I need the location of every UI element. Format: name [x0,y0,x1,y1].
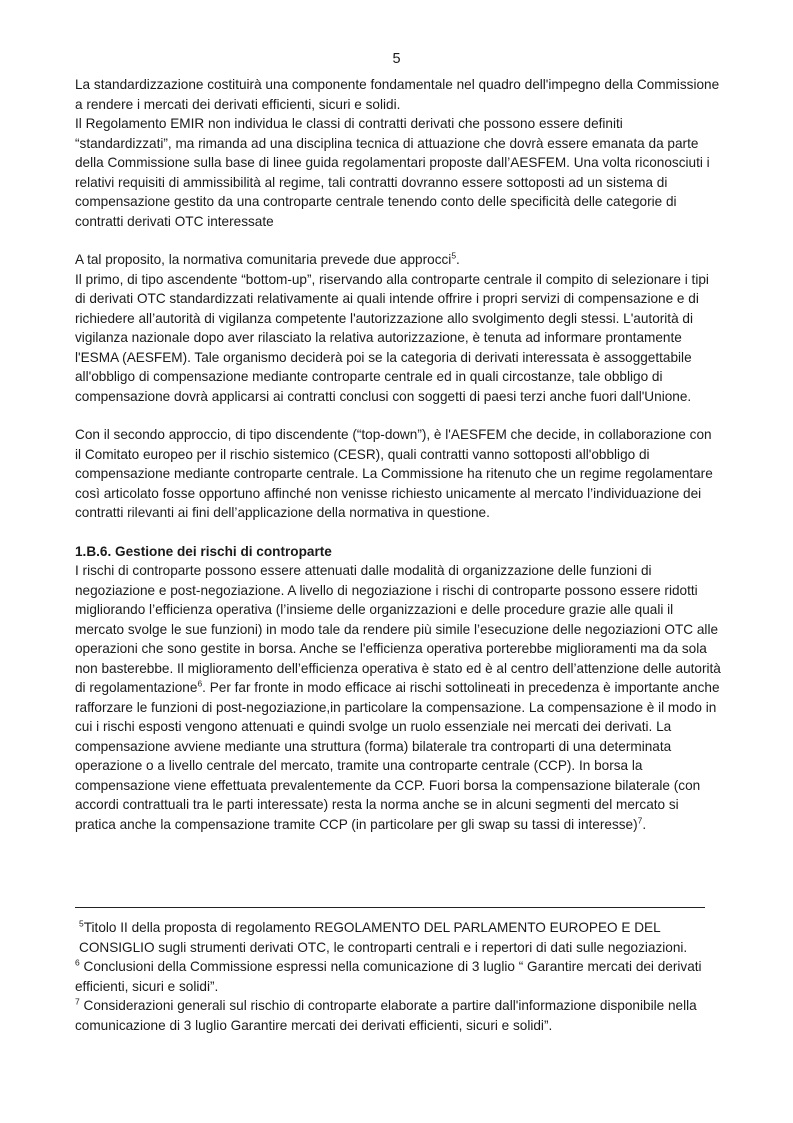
footnote-marker-7: 7 [75,996,80,1007]
footnote-marker-6: 6 [75,957,80,968]
footnote-7 [75,996,721,1035]
paragraph-rischi-end: . [642,816,647,832]
footnote-text-7: Considerazioni generali sul rischio di controparte elaborate a partire dall'informazione disponibile nella comunicazione di 3 luglio Garantire mercati dei derivati efficienti, sicuri e solidi”. [75,998,697,1033]
footnote-ref-5[interactable]: 5 [451,250,457,261]
paragraph-regolamento-emir: Il Regolamento EMIR non individua le classi di contratti derivati che possono essere definiti “standardizzati”, ma rimanda ad una disciplina tecnica di attuazione che dovrà essere emanata da parte della Commissione sulla base di linee guida regolamentari proposte dall’AESFEM. Una volta riconosciuti i relativi requisiti di ammissibilità al regime, tali contratti dovranno essere sottoposti ad un sistema di compensazione gestito da una controparte centrale tenendo conto delle specificità delle categorie di contratti derivati OTC interessate [75,116,710,229]
paragraph-rischi-part-a: I rischi di controparte possono essere attenuati dalle modalità di organizzazione delle funzioni di negoziazione e post-negoziazione. A livello di negoziazione i rischi di controparte possono essere ridotti migliorando l’efficienza operativa (l’insieme delle organizzazioni e delle procedure grazie alle quali il mercato svolge le sue funzioni) in modo tale da rendere più simile l’esecuzione delle negoziazioni OTC alle operazioni che sono gestite in borsa. Anche se l'efficienza operativa porterebbe miglioramenti ma da sola non basterebbe. Il miglioramento dell’efficienza operativa è stato ed è al centro dell’attenzione delle autorità di regolamentazione [75,563,721,695]
paragraph-standardizzazione: La standardizzazione costituirà una componente fondamentale nel quadro dell'impegno della Commissione a rendere i mercati dei derivati efficienti, sicuri e solidi. [75,77,720,112]
paragraph-rischi-part-b: . Per far fronte in modo efficace ai rischi sottolineati in precedenza è importante anche rafforzare le funzioni di post-negoziazione,in particolare la compensazione. La compensazione è il modo in cui i rischi esposti vengono attenuati e quindi svolge un ruolo essenziale nei mercati dei derivati. La compensazione avviene mediante una struttura (forma) bilaterale tra controparti di una determinata operazione o a livello centrale del mercato, tramite una controparte centrale (CCP). In borsa la compensazione viene effettuata prevalentemente da CCP. Fuori borsa la compensazione bilaterale (con accordi contrattuali tra le parti interessate) resta la norma anche se in alcuni segmenti del mercato si pratica anche la compensazione tramite CCP (in particolare per gli swap su tassi di interesse) [75,680,720,832]
footnote-5 [75,918,721,957]
footnote-marker-5: 5 [79,918,84,929]
footnote-separator [75,907,705,908]
footnote-ref-7[interactable]: 7 [637,814,643,825]
footnote-text-5: Titolo II della proposta di regolamento REGOLAMENTO DEL PARLAMENTO EUROPEO E DEL CONSIGLIO sugli strumenti derivati OTC, le controparti centrali e i repertori di dati sulle negoziazioni. [79,920,688,955]
footnote-text-6: Conclusioni della Commissione espressi nella comunicazione di 3 luglio “ Garantire mercati dei derivati efficienti, sicuri e solidi”. [75,959,702,994]
paragraph-spacer [75,406,721,425]
paragraph-spacer [75,231,721,250]
page-number: 5 [392,51,401,67]
footnotes [75,918,721,1035]
paragraph-approcci [75,250,721,270]
page-body [75,75,721,834]
paragraph-bottom-up: Il primo, di tipo ascendente “bottom-up”, riservando alla controparte centrale il compito di selezionare i tipi di derivati OTC standardizzati relativamente ai quali intende offrire i propri servizi di compensazione e di richiedere all’autorità di vigilanza competente l'autorizzazione allo svolgimento degli stessi. L'autorità di vigilanza nazionale dopo aver rilasciato la relativa autorizzazione, è tenuta ad informare prontamente l'ESMA (AESFEM). Tale organismo deciderà poi se la categoria di derivati interessata è assoggettabile all'obbligo di compensazione mediante controparte centrale ed in quali circostanze, tale obbligo di compensazione dovrà applicarsi ai contratti conclusi con soggetti di paesi terzi anche fuori dall'Unione. [75,271,709,404]
paragraph-top-down: Con il secondo approccio, di tipo discendente (“top-down”), è l'AESFEM che decide, in collaborazione con il Comitato europeo per il rischio sistemico (CESR), quali contratti vanno sottoposti all'obbligo di compensazione mediante controparte centrale. La Commissione ha ritenuto che un regime regolamentare così articolato fosse opportuno affinché non venisse richiesto unicamente al mercato l’individuazione dei contratti rilevanti ai fini dell’applicazione della normativa in questione. [75,427,713,520]
footnote-ref-6[interactable]: 6 [197,678,203,689]
section-heading: 1.B.6. Gestione dei rischi di controparte [75,543,332,559]
paragraph-approcci-text: A tal proposito, la normativa comunitaria prevede due approcci [75,252,452,267]
paragraph-spacer [75,523,721,542]
paragraph-approcci-end: . [456,252,460,267]
paragraph-rischi-controparte [75,561,721,834]
footnote-6 [75,957,721,996]
